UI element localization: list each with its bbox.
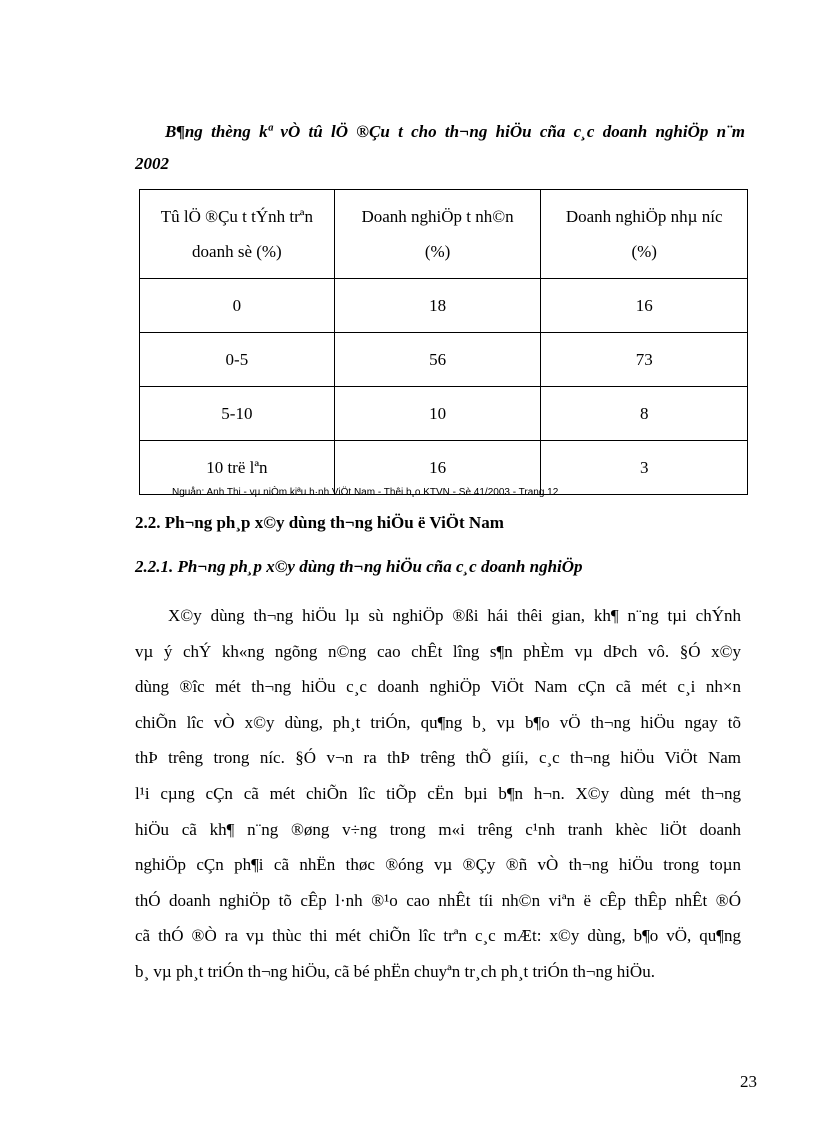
paragraph-line: vµ ý chÝ kh«ng ngõng n©ng cao chÊt lîng s¶n phÈm vµ dÞch vô. §Ó x©y [135,641,741,661]
header-text: Doanh nghiÖp nhµ níc [565,207,723,226]
header-state-enterprise [541,190,748,279]
subsection-heading: 2.2.1. Ph¬ng ph¸p x©y dùng th¬ng hiÖu cña c¸c doanh nghiÖp [135,557,583,576]
caption-line-2: 2002 [135,154,169,173]
table-cell: 0 [140,279,335,333]
paragraph-line: b¸ vµ ph¸t triÓn th¬ng hiÖu, cã bé phËn chuyªn tr¸ch ph¸t triÓn th¬ng hiÖu. [135,961,655,981]
table-row [140,333,748,387]
statistics-table [139,189,748,495]
source-note: Nguån: Anh Thi - vµ niÒm kiªu h·nh ViÖt Nam - Thêi b¸o KTVN - Sè 41/2003 - Trang 12 [172,487,559,498]
table-cell: 3 [541,441,748,495]
header-investment-ratio [140,190,335,279]
header-text: doanh sè (%) [192,242,282,261]
paragraph-line: thÓ doanh nghiÖp tõ cÊp l·nh ®¹o cao nhÊt tíi nh©n viªn ë cÊp thÊp nhÊt ®Ó [135,890,741,910]
paragraph-line: chiÕn lîc vÒ x©y dùng, ph¸t triÓn, qu¶ng b¸ vµ b¶o vÖ th¬ng hiÖu ngay tõ [135,712,741,732]
table-cell: 18 [334,279,541,333]
table-cell: 73 [541,333,748,387]
table-cell: 10 [334,387,541,441]
table-cell: 8 [541,387,748,441]
table-cell: 56 [334,333,541,387]
table-cell: 16 [334,441,541,495]
table-row [140,387,748,441]
paragraph-line: nghiÖp cÇn ph¶i cã nhËn thøc ®óng vµ ®Çy ®ñ vÒ th¬ng hiÖu trong toµn [135,855,741,875]
table-header-row [140,190,748,279]
table-cell: 0-5 [140,333,335,387]
paragraph-line: hiÖu cã kh¶ n¨ng ®øng v÷ng trong m«i trêng c¹nh tranh khèc liÖt doanh [135,819,741,839]
table-cell: 5-10 [140,387,335,441]
header-private-enterprise [334,190,541,279]
paragraph-line: cã thÓ ®Ò ra vµ thùc thi mét chiÕn lîc trªn c¸c mÆt: x©y dùng, b¶o vÖ, qu¶ng [135,926,741,946]
table-caption [135,116,745,180]
body-paragraph [135,598,741,990]
paragraph-line: l¹i cµng cÇn cã mét chiÕn lîc tiÕp cËn bµi b¶n h¬n. X©y dùng mét th¬ng [135,783,741,803]
table-row [140,279,748,333]
caption-line-1: B¶ng thèng kª vÒ tû lÖ ®Çu t cho th¬ng hiÖu cña c¸c doanh nghiÖp n¨m [165,122,745,141]
table-cell: 10 trë lªn [140,441,335,495]
paragraph-line: dùng ®îc mét th¬ng hiÖu c¸c doanh nghiÖp ViÖt Nam cÇn cã mét c¸i nh×n [135,677,741,697]
header-text: (%) [631,242,657,261]
header-text: Doanh nghiÖp t nh©n [361,207,514,226]
page-number: 23 [740,1072,757,1091]
table-cell: 16 [541,279,748,333]
header-text: Tû lÖ ®Çu t tÝnh trªn [160,207,313,226]
section-heading: 2.2. Ph¬ng ph¸p x©y dùng th¬ng hiÖu ë ViÖt Nam [135,513,504,532]
paragraph-line: X©y dùng th¬ng hiÖu lµ sù nghiÖp ®ßi hái thêi gian, kh¶ n¨ng tµi chÝnh [168,606,741,625]
header-text: (%) [424,242,451,261]
paragraph-line: thÞ trêng trong níc. §Ó v¬n ra thÞ trêng thÕ giíi, c¸c th¬ng hiÖu ViÖt Nam [135,748,741,768]
